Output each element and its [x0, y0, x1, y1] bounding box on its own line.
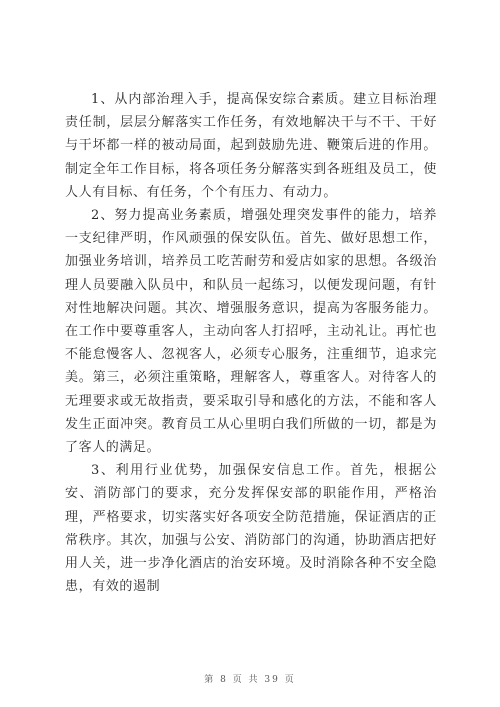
page-number-footer: 第 8 页 共 39 页 — [204, 675, 296, 685]
paragraph-1: 1、从内部治理入手，提高保安综合素质。建立目标治理责任制，层层分解落实工作任务，有效地解决干与不干、干好与干坏都一样的被动局面，起到鼓励先进、鞭策后进的作用。制定全年工作目标，将各项任务分解落实到各班组及员工，使人人有目标、有任务，个个有压力、有动力。 — [65, 92, 437, 200]
document-body — [65, 88, 437, 598]
paragraph-2: 2、努力提高业务素质，增强处理突发事件的能力，培养一支纪律严明，作风顽强的保安队伍。首先、做好思想工作，加强业务培训，培养员工吃苦耐劳和爱店如家的思想。各级治理人员要融入队员中，和队员一起练习，以便发现问题，有针对性地解决问题。其次、增强服务意识，提高为客服务能力。在工作中要尊重客人，主动向客人打招呼，主动礼让。再忙也不能怠慢客人、忽视客人，必须专心服务，注重细节，追求完美。第三，必须注重策略，理解客人，尊重客人。对待客人的无理要求或无故指责，要采取引导和感化的方法，不能和客人发生正面冲突。教育员工从心里明白我们所做的一切，都是为了客人的满足。 — [65, 208, 437, 456]
paragraph-3: 3、利用行业优势，加强保安信息工作。首先，根据公安、消防部门的要求，充分发挥保安部的职能作用，严格治理，严格要求，切实落实好各项安全防范措施，保证酒店的正常秩序。其次，加强与公安、消防部门的沟通，协助酒店把好用人关，进一步净化酒店的治安环境。及时消除各种不安全隐患，有效的遏制 — [65, 463, 437, 595]
